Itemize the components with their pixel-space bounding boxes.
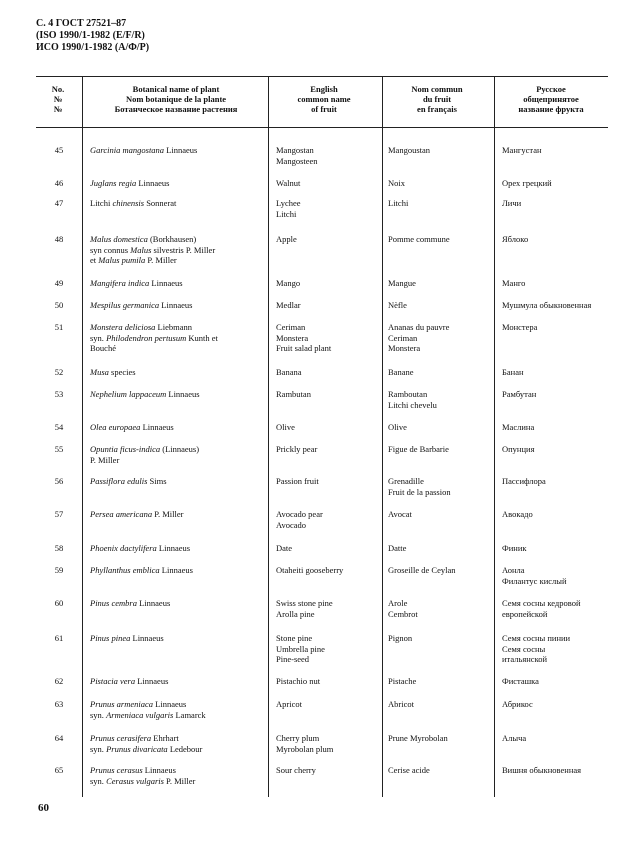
english-name [276, 543, 386, 554]
russian-name-line: Орех грецкий [502, 178, 552, 188]
row-number: 62 [54, 676, 64, 686]
column-header-line: Nom botanique de la plante [125, 94, 227, 104]
english-name-line: Mangostan [276, 145, 314, 155]
english-name-line: Date [276, 543, 293, 553]
french-name-line: Prune Myrobolan [388, 733, 448, 743]
french-name [388, 198, 496, 209]
french-name [388, 476, 496, 497]
russian-name [502, 765, 612, 776]
botanical-name-line: Prunus cerasifera Ehrhart [90, 733, 179, 743]
english-name [276, 565, 386, 576]
russian-name [502, 198, 612, 209]
russian-name [502, 476, 612, 487]
botanical-name-line: Persea americana P. Miller [90, 509, 184, 519]
russian-name-line: Алыча [502, 733, 527, 743]
botanical-name-line: Opuntia ficus-indica (Linnaeus) [90, 444, 200, 454]
row-number: 63 [54, 699, 64, 709]
column-header-line: Nom commun [411, 84, 463, 94]
column-header-line: № [53, 94, 63, 104]
english-name-line: Swiss stone pine [276, 598, 333, 608]
russian-name-line: Мушмула обыкновенная [502, 300, 592, 310]
russian-name-line: Авокадо [502, 509, 533, 519]
english-name [276, 765, 386, 776]
botanical-name [90, 422, 290, 433]
french-name-line: Pomme commune [388, 234, 450, 244]
botanical-name [90, 389, 290, 400]
botanical-name-line: Pistacia vera Linnaeus [90, 676, 169, 686]
botanical-name-line: syn. Prunus divaricata Ledebour [90, 743, 203, 754]
botanical-name-line: Prunus armeniaca Linnaeus [90, 699, 187, 709]
french-name [388, 598, 496, 619]
russian-name [502, 699, 612, 710]
botanical-name-line: Juglans regia Linnaeus [90, 178, 170, 188]
header-line-3: ИСО 1990/1-1982 (А/Ф/Р) [36, 42, 150, 53]
row-number: 55 [54, 444, 64, 454]
english-name [276, 367, 386, 378]
english-name-line: Otaheiti gooseberry [276, 565, 344, 575]
english-name-line: Apple [276, 234, 297, 244]
french-name [388, 389, 496, 410]
column-header-line: Русское [536, 84, 566, 94]
english-name [276, 300, 386, 311]
row-number: 58 [54, 543, 64, 553]
row-number: 48 [54, 234, 64, 244]
french-name-line: Groseille de Ceylan [388, 565, 456, 575]
english-name-line: Rambutan [276, 389, 311, 399]
russian-name [502, 278, 612, 289]
english-name [276, 322, 386, 354]
botanical-name-line: Monstera deliciosa Liebmann [90, 322, 192, 332]
botanical-name [90, 476, 290, 487]
botanical-name [90, 444, 290, 465]
english-name-line: Litchi [276, 208, 297, 219]
english-name [276, 676, 386, 687]
column-header-line: Botanical name of plant [132, 84, 220, 94]
russian-name-line: Семя сосны кедровой [502, 598, 581, 608]
french-name [388, 543, 496, 554]
russian-name [502, 509, 612, 520]
russian-name-line: Яблоко [502, 234, 529, 244]
english-name-line: Medlar [276, 300, 301, 310]
botanical-name-line: et Malus pumila P. Miller [90, 255, 177, 265]
row-number: 54 [54, 422, 64, 432]
russian-name-line: Банан [502, 367, 524, 377]
russian-name [502, 178, 612, 189]
header-line-2: (ISO 1990/1-1982 (E/F/R) [36, 30, 145, 41]
row-number: 56 [54, 476, 64, 486]
french-name [388, 145, 496, 156]
column-header-line: № [53, 104, 63, 114]
french-name [388, 733, 496, 744]
english-name-line: Mangosteen [276, 155, 318, 166]
french-name-line: Ramboutan [388, 389, 428, 399]
russian-name-line: Опунция [502, 444, 535, 454]
row-number: 45 [54, 145, 64, 155]
column-header-line: общепринятое [523, 94, 579, 104]
english-name [276, 145, 386, 166]
russian-name [502, 300, 612, 311]
botanical-name-line: Pinus pinea Linnaeus [90, 633, 164, 643]
english-name [276, 699, 386, 710]
botanical-name [90, 234, 290, 266]
botanical-name [90, 699, 290, 720]
french-name [388, 444, 496, 455]
french-name-line: Litchi [388, 198, 409, 208]
column-header-line: Ботанческое название растения [114, 104, 238, 114]
russian-name-line: Личи [502, 198, 522, 208]
row-number: 61 [54, 633, 64, 643]
botanical-name [90, 733, 290, 754]
russian-name-line: Фисташка [502, 676, 539, 686]
english-name-line: Monstera [276, 332, 309, 343]
botanical-name [90, 598, 290, 609]
french-name [388, 676, 496, 687]
russian-name-line: Филантус кислый [502, 575, 567, 586]
row-number: 50 [54, 300, 64, 310]
english-name [276, 444, 386, 455]
french-name [388, 234, 496, 245]
french-name-line: Avocat [388, 509, 412, 519]
botanical-name [90, 322, 290, 354]
botanical-name-line: Phyllanthus emblica Linnaeus [90, 565, 193, 575]
french-name [388, 509, 496, 520]
russian-name-line: Пассифлора [502, 476, 546, 486]
column-header-line: название фрукта [518, 104, 584, 114]
botanical-name [90, 145, 290, 156]
botanical-name-line: Litchi chinensis Sonnerat [90, 198, 177, 208]
english-name-line: Myrobolan plum [276, 743, 334, 754]
english-name-line: Stone pine [276, 633, 313, 643]
botanical-name [90, 509, 290, 520]
botanical-name-line: syn. Philodendron pertusum Kunth et [90, 332, 218, 343]
botanical-name [90, 676, 290, 687]
russian-name [502, 145, 612, 156]
french-name-line: Cembrot [388, 608, 418, 619]
russian-name [502, 598, 612, 619]
botanical-name [90, 300, 290, 311]
row-number: 64 [54, 733, 64, 743]
russian-name [502, 733, 612, 744]
russian-name-line: Монстера [502, 322, 538, 332]
botanical-name-line: syn connus Malus silvestris P. Miller [90, 244, 216, 255]
english-name-line: Walnut [276, 178, 301, 188]
botanical-name [90, 565, 290, 576]
french-name-line: Litchi chevelu [388, 399, 437, 410]
english-name [276, 278, 386, 289]
french-name-line: Mangoustan [388, 145, 431, 155]
botanical-name [90, 178, 290, 189]
russian-name [502, 633, 612, 665]
english-name-line: Sour cherry [276, 765, 316, 775]
french-name-line: Fruit de la passion [388, 486, 451, 497]
column-header-no [38, 84, 78, 114]
column-header-line: du fruit [422, 94, 452, 104]
column-header-line: en français [417, 104, 457, 114]
russian-name [502, 389, 612, 400]
botanical-name-line: Prunus cerasus Linnaeus [90, 765, 176, 775]
header-line-1: С. 4 ГОСТ 27521–87 [36, 18, 127, 29]
botanical-name-line: Olea europaea Linnaeus [90, 422, 174, 432]
english-name [276, 389, 386, 400]
russian-name-line: Семя сосны пинии [502, 633, 571, 643]
botanical-name-line: Nephelium lappaceum Linnaeus [90, 389, 200, 399]
russian-name [502, 565, 612, 586]
column-header-line: No. [51, 84, 65, 94]
row-number: 53 [54, 389, 64, 399]
french-name-line: Banane [388, 367, 414, 377]
row-number: 57 [54, 509, 64, 519]
row-number: 51 [54, 322, 64, 332]
column-header-line: English [310, 84, 338, 94]
english-name-line: Pistachio nut [276, 676, 321, 686]
row-number: 47 [54, 198, 64, 208]
english-name-line: Lychee [276, 198, 301, 208]
page-number: 60 [38, 802, 49, 814]
french-name-line: Arole [388, 598, 408, 608]
russian-name [502, 367, 612, 378]
french-name-line: Abricot [388, 699, 414, 709]
french-name-line: Noix [388, 178, 405, 188]
row-number: 49 [54, 278, 64, 288]
english-name-line: Olive [276, 422, 295, 432]
russian-name-line: Манго [502, 278, 526, 288]
french-name-line: Olive [388, 422, 407, 432]
russian-name-line: итальянской [502, 654, 548, 664]
english-name [276, 198, 386, 219]
english-name [276, 598, 386, 619]
table-header [36, 77, 608, 128]
french-name-line: Pistache [388, 676, 417, 686]
french-name [388, 633, 496, 644]
french-name [388, 178, 496, 189]
russian-name [502, 676, 612, 687]
russian-name-line: европейской [502, 608, 548, 619]
russian-name [502, 234, 612, 245]
russian-name [502, 422, 612, 433]
french-name-line: Datte [388, 543, 407, 553]
document-header [36, 18, 149, 54]
russian-name-line: Маслина [502, 422, 535, 432]
column-header-english [268, 84, 380, 114]
russian-name-line: Вишня обыкновенная [502, 765, 582, 775]
french-name [388, 699, 496, 710]
botanical-name-line: Phoenix dactylifera Linnaeus [90, 543, 191, 553]
botanical-name-line: syn. Cerasus vulgaris P. Miller [90, 775, 196, 786]
french-name-line: Pignon [388, 633, 413, 643]
english-name [276, 733, 386, 754]
row-number: 65 [54, 765, 64, 775]
botanical-name-line: Passiflora edulis Sims [90, 476, 167, 486]
russian-name [502, 322, 612, 333]
russian-name [502, 444, 612, 455]
botanical-name [90, 633, 290, 644]
fruit-names-table [36, 76, 608, 786]
french-name-line: Ananas du pauvre [388, 322, 450, 332]
french-name [388, 278, 496, 289]
botanical-name [90, 278, 290, 289]
french-name [388, 765, 496, 776]
botanical-name-line: Bouché [90, 343, 116, 353]
english-name-line: Umbrella pine [276, 643, 325, 654]
botanical-name [90, 198, 290, 209]
botanical-name-line: Mangifera indica Linnaeus [90, 278, 183, 288]
english-name-line: Banana [276, 367, 302, 377]
english-name-line: Arolla pine [276, 608, 315, 619]
english-name [276, 234, 386, 245]
row-number: 60 [54, 598, 64, 608]
english-name-line: Fruit salad plant [276, 343, 332, 353]
row-number: 46 [54, 178, 64, 188]
english-name [276, 633, 386, 665]
english-name-line: Prickly pear [276, 444, 318, 454]
column-header-french [382, 84, 492, 114]
french-name-line: Monstera [388, 343, 421, 353]
column-header-line: common name [297, 94, 351, 104]
french-name [388, 322, 496, 354]
russian-name-line: Семя сосны [502, 643, 546, 654]
russian-name-line: Мангустан [502, 145, 542, 155]
botanical-name [90, 543, 290, 554]
english-name [276, 178, 386, 189]
english-name [276, 422, 386, 433]
botanical-name-line: syn. Armeniaca vulgaris Lamarck [90, 709, 206, 720]
botanical-name-line: Garcinia mangostana Linnaeus [90, 145, 198, 155]
english-name-line: Ceriman [276, 322, 306, 332]
botanical-name-line: Malus domestica (Borkhausen) [90, 234, 197, 244]
english-name-line: Avocado pear [276, 509, 323, 519]
english-name-line: Avocado [276, 519, 307, 530]
russian-name-line: Аонла [502, 565, 525, 575]
english-name-line: Cherry plum [276, 733, 320, 743]
french-name [388, 422, 496, 433]
english-name [276, 476, 386, 487]
botanical-name [90, 367, 290, 378]
english-name-line: Passion fruit [276, 476, 319, 486]
column-header-russian [494, 84, 608, 114]
column-divider [82, 77, 83, 797]
french-name-line: Cerise acide [388, 765, 430, 775]
french-name-line: Nèfle [388, 300, 407, 310]
botanical-name [90, 765, 290, 786]
botanical-name-line: P. Miller [90, 454, 120, 465]
russian-name-line: Рамбутан [502, 389, 537, 399]
french-name-line: Mangue [388, 278, 416, 288]
russian-name [502, 543, 612, 554]
english-name-line: Mango [276, 278, 301, 288]
row-number: 59 [54, 565, 64, 575]
french-name-line: Figue de Barbarie [388, 444, 449, 454]
french-name-line: Ceriman [388, 332, 418, 343]
french-name [388, 565, 496, 576]
botanical-name-line: Pinus cembra Linnaeus [90, 598, 171, 608]
french-name [388, 300, 496, 311]
botanical-name-line: Mespilus germanica Linnaeus [90, 300, 193, 310]
russian-name-line: Абрикос [502, 699, 533, 709]
botanical-name-line: Musa species [90, 367, 136, 377]
english-name [276, 509, 386, 530]
french-name-line: Grenadille [388, 476, 424, 486]
russian-name-line: Финик [502, 543, 527, 553]
column-header-line: of fruit [311, 104, 337, 114]
french-name [388, 367, 496, 378]
row-number: 52 [54, 367, 64, 377]
english-name-line: Pine-seed [276, 654, 310, 664]
column-header-botanical [86, 84, 266, 114]
english-name-line: Apricot [276, 699, 302, 709]
